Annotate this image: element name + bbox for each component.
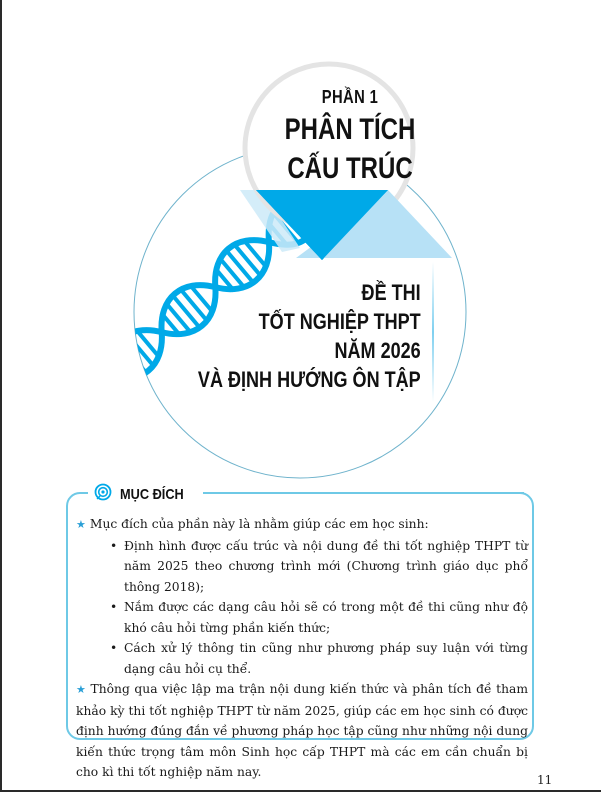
part-label: PHẦN 1 [321, 87, 379, 107]
star-icon: ★ [76, 518, 86, 531]
subtitle-line-1: ĐỀ THI [361, 280, 421, 305]
list-item: • Nắm được các dạng câu hỏi sẽ có trong một đề thi cũng như độ khó câu hỏi từng phần kiến thức; [110, 597, 528, 638]
title-line-1: PHÂN TÍCH [284, 113, 416, 146]
list-item: • Cách xử lý thông tin cũng như phương pháp suy luận với từng dạng câu hỏi cụ thể. [110, 638, 528, 679]
goal-intro [76, 514, 528, 536]
goal-box-header-line [200, 492, 524, 494]
page-number: 11 [537, 773, 553, 787]
target-icon [94, 483, 112, 505]
goal-title: MỤC ĐÍCH [120, 485, 184, 503]
subtitle-line-4: VÀ ĐỊNH HƯỚNG ÔN TẬP [198, 367, 421, 392]
star-icon: ★ [76, 683, 87, 696]
goal-bullet-list [76, 536, 528, 680]
list-item: • Định hình được cấu trúc và nội dung đề thi tốt nghiệp THPT từ năm 2025 theo chương trình mới (Chương trình giáo dục phổ thông 2018); [110, 536, 528, 598]
goal-intro-text: Mục đích của phần này là nhằm giúp các em học sinh: [89, 517, 429, 531]
part-title-block [240, 86, 460, 186]
goal-box-header [88, 483, 203, 505]
goal-conclusion-text: Thông qua việc lập ma trận nội dung kiến thức và phân tích đề tham khảo kỳ thi tốt nghiệp THPT từ năm 2025, giúp các em học sinh có được định hướng đúng đắn về phương pháp học tập cũng như những nội dung kiến thức trọng tâm môn Sinh học cấp THPT mà các em cần chuẩn bị cho kì thi tốt nghiệp năm nay. [76, 682, 528, 779]
goal-conclusion [76, 679, 528, 783]
subtitle-line-3: NĂM 2026 [334, 338, 421, 363]
subtitle-block [198, 278, 421, 394]
title-line-2: CẤU TRÚC [287, 152, 413, 185]
goal-content [76, 514, 528, 783]
subtitle-line-2: TỐT NGHIỆP THPT [258, 309, 421, 334]
